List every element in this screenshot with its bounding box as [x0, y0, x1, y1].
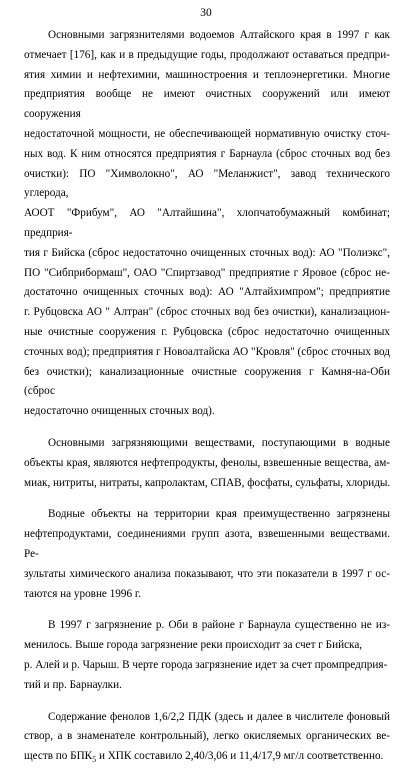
text-line: тий и пр. Барнаулки. [24, 678, 122, 691]
text-line: В 1997 г загрязнение р. Оби в районе г Барнаула существенно не из- [48, 619, 390, 632]
text-line: створ, а в знаменателе контрольный), легко окисляемых органических ве- [24, 730, 390, 743]
paragraph-gap [24, 604, 390, 616]
text-line: менилось. Выше города загрязнение реки происходит за счет г Бийска, [24, 639, 363, 652]
document-body [24, 26, 390, 770]
text-line: Основными загрязнителями водоемов Алтайского края в 1997 г как [48, 29, 390, 41]
text-line: миак, нитриты, нитраты, капролактам, СПАВ, фосфаты, сульфаты, хлориды. [24, 476, 391, 489]
text-line: АООТ "Фрибум", АО "Алтайшина", хлопчатобумажный комбинат; предприя- [24, 207, 390, 239]
text-line: нефтепродуктами, соединениями групп азота, взвешенными веществами. Ре- [24, 528, 390, 560]
text-fragment: и ХПК составило 2,40/3,06 и 11,4/17,9 мг/л соответственно. [96, 750, 384, 763]
text-line: р. Алей и р. Чарыш. В черте города загрязнение идет за счет промпредприя- [24, 658, 388, 671]
text-line: г. Рубцовска АО " Алтран" (сброс сточных вод без очистки), канализацион- [24, 306, 390, 319]
text-line: без очистки); канализационные очистные сооружения г Камня-на-Оби (сброс [24, 365, 390, 398]
text-line: Основными загрязняющими веществами, поступающими в водные [48, 436, 390, 449]
text-line: ных вод. К ним относятся предприятия г Барнаула (сброс сточных вод без [24, 147, 390, 160]
paragraph-gap [24, 493, 390, 505]
text-line: очистки): ПО "Химволокно", АО "Меланжист", завод технического углерода, [24, 167, 390, 200]
text-line: отмечает [176], как и в предыдущие годы, продолжают оставаться предпри- [24, 48, 390, 61]
text-line: ятия химии и нефтехимии, машиностроения и теплоэнергетики. Многие [24, 68, 390, 81]
text-line: зультаты химического анализа показывают, что эти показатели в 1997 г ос- [24, 567, 390, 580]
text-line: недостаточно очищенных сточных вод). [24, 405, 215, 418]
text-line: тия г Бийска (сброс недостаточно очищенных сточных вод): АО "Полиэкс", [24, 246, 390, 259]
text-fragment: ществ по БПК [24, 750, 93, 763]
text-line-with-subscript [24, 747, 390, 770]
paragraph-gap [24, 696, 390, 708]
text-line: Водные объекты на территории края преимущественно загрязнены [48, 508, 390, 521]
paragraph-gap [24, 422, 390, 434]
page-number: 30 [200, 7, 212, 19]
text-line: ПО "Сибприбормаш", ОАО "Спиртзавод" предприятие г Яровое (сброс не- [24, 266, 390, 279]
text-line: Содержание фенолов 1,6/2,2 ПДК (здесь и далее в числителе фоновый [48, 710, 390, 723]
text-line: недостаточной мощности, не обеспечивающей нормативную очистку сточ- [24, 127, 390, 140]
text-line: сточных вод); предприятия г Новоалтайска АО "Кровля" (сброс сточных вод [24, 345, 390, 358]
text-line: ные очистные сооружения г. Рубцовска (сброс недостаточно очищенных [24, 325, 390, 338]
text-line: таются на уровне 1996 г. [24, 587, 141, 600]
text-line: предприятия вообще не имеют очистных сооружений или имеют сооружения [24, 88, 390, 121]
text-line: объекты края, являются нефтепродукты, фенолы, взвешенные вещества, ам- [24, 456, 390, 469]
text-line: достаточно очищенных сточных вод): АО "Алтайхимпром"; предприятие [24, 286, 390, 299]
subscript: 5 [92, 755, 97, 765]
